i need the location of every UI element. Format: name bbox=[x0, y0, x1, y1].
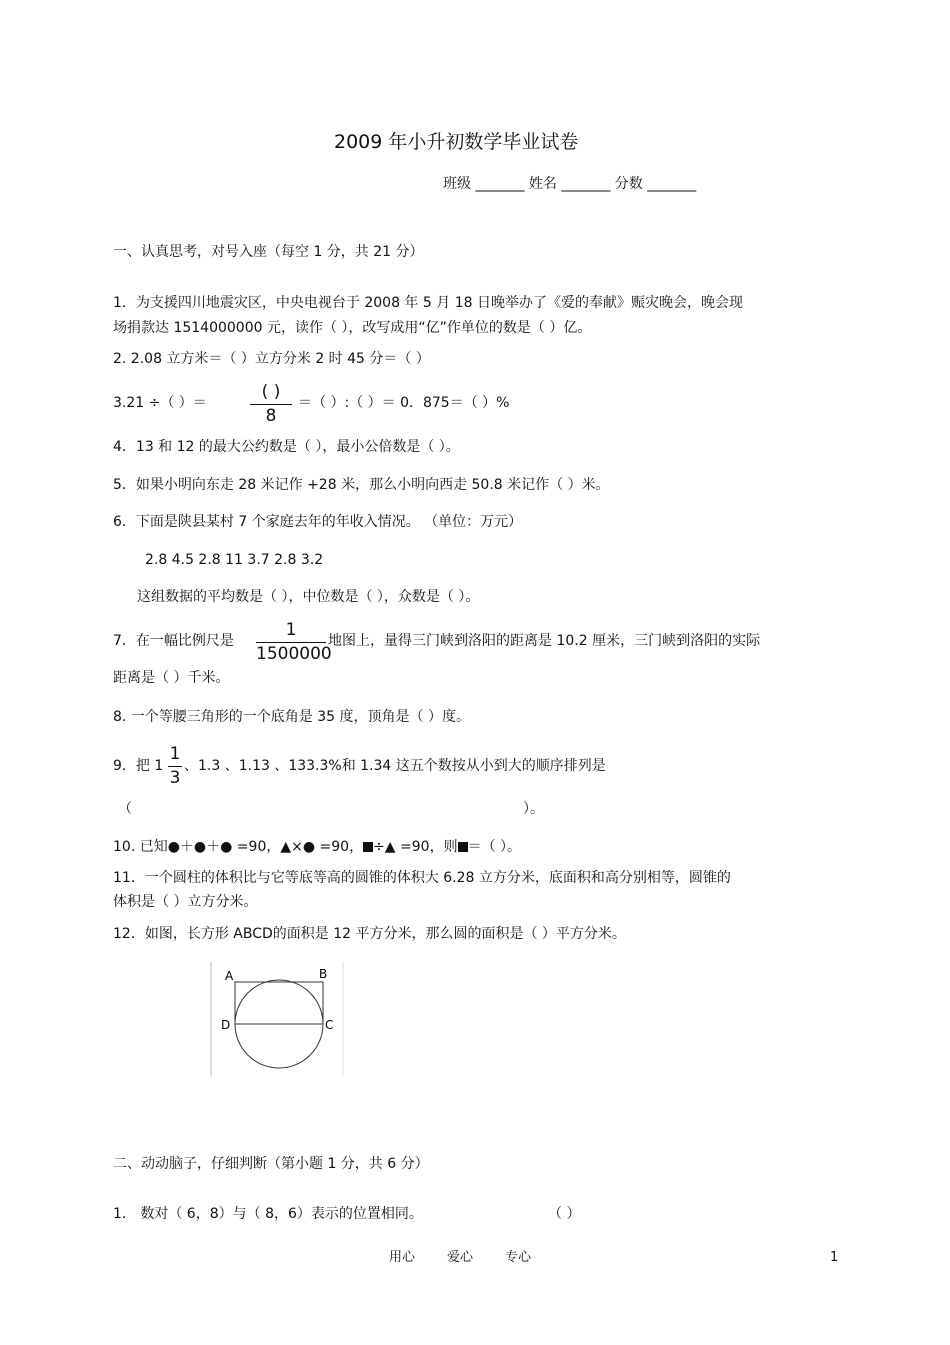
question-11-line1: 11．一个圆柱的体积比与它等底等高的圆锥的体积大 6.28 立方分米，底面积和高分别相等，圆锥的 bbox=[113, 870, 731, 886]
question-9-close-paren: ）。 bbox=[523, 801, 544, 817]
fraction-bar bbox=[250, 404, 292, 405]
question-7-fraction bbox=[256, 620, 332, 664]
question-8: 8. 一个等腰三角形的一个底角是 35 度，顶角是（ ）度。 bbox=[113, 709, 470, 725]
fraction-bar bbox=[168, 766, 182, 767]
question-7-line2: 距离是（ ）千米。 bbox=[113, 670, 230, 686]
question-7-prefix: 7．在一幅比例尺是 bbox=[113, 633, 234, 649]
fraction-denominator: 1500000 bbox=[256, 644, 332, 664]
fraction-denominator: 8 bbox=[265, 406, 277, 426]
section2-question-1: 1． 数对（ 6，8）与（ 8，6）表示的位置相同。 bbox=[113, 1206, 423, 1222]
student-info-line: 班级 _______ 姓名 _______ 分数 _______ bbox=[443, 176, 697, 192]
question-5: 5．如果小明向东走 28 米记作 +28 米，那么小明向西走 50.8 米记作（ ）米。 bbox=[113, 477, 610, 493]
label-c: C bbox=[325, 1018, 334, 1032]
question-7-suffix: 地图上，量得三门峡到洛阳的距离是 10.2 厘米，三门峡到洛阳的实际 bbox=[328, 633, 761, 649]
footer-text-3: 专心 bbox=[505, 1250, 532, 1265]
question-9-open-paren: （ bbox=[118, 801, 132, 817]
fraction-numerator: ( ) bbox=[261, 382, 281, 402]
fraction-numerator: 1 bbox=[285, 620, 297, 640]
question-6-data: 2.8 4.5 2.8 11 3.7 2.8 3.2 bbox=[145, 552, 324, 568]
page-title: 2009 年小升初数学毕业试卷 bbox=[334, 131, 579, 153]
question-3-fraction bbox=[250, 384, 292, 425]
question-10-part-a: 10. 已知●＋●＋● =90，▲×● =90， bbox=[113, 839, 364, 855]
fraction-numerator: 1 bbox=[169, 744, 181, 764]
rectangle-abcd bbox=[235, 982, 323, 1024]
black-square-icon bbox=[363, 842, 373, 852]
black-square-icon bbox=[458, 842, 468, 852]
fraction-bar bbox=[256, 642, 326, 643]
footer-text-2: 爱心 bbox=[447, 1250, 474, 1265]
question-3-suffix: ＝（ ）:（ ）＝ 0．875＝（ ）% bbox=[298, 395, 510, 411]
section2-question-1-answer-paren: （ ） bbox=[548, 1206, 581, 1222]
rectangle-circle-figure bbox=[210, 962, 345, 1077]
question-9-prefix: 9．把 1 bbox=[113, 758, 164, 774]
question-10-part-b: ÷▲ =90，则 bbox=[373, 839, 458, 855]
question-6: 6．下面是陕县某村 7 个家庭去年的年收入情况。 （单位：万元） bbox=[113, 514, 523, 530]
question-4: 4．13 和 12 的最大公约数是（ ），最小公倍数是（ ）。 bbox=[113, 439, 460, 455]
question-6-ask: 这组数据的平均数是（ ），中位数是（ ），众数是（ ）。 bbox=[137, 589, 480, 605]
fraction-denominator: 3 bbox=[169, 768, 181, 788]
label-d: D bbox=[221, 1018, 231, 1032]
question-10 bbox=[113, 840, 521, 854]
label-b: B bbox=[319, 967, 328, 981]
section2-heading: 二、动动脑子，仔细判断（第小题 1 分，共 6 分） bbox=[113, 1156, 429, 1172]
question-10-part-c: ＝（ ）。 bbox=[467, 839, 522, 855]
question-12: 12．如图，长方形 ABCD的面积是 12 平方分米，那么圆的面积是（ ）平方分米。 bbox=[113, 926, 626, 942]
question-11-line2: 体积是（ ）立方分米。 bbox=[113, 894, 258, 910]
question-3-prefix: 3.21 ÷（ ）＝ bbox=[113, 395, 207, 411]
section1-heading: 一、认真思考，对号入座（每空 1 分，共 21 分） bbox=[113, 244, 424, 260]
question-1-line1: 1．为支援四川地震灾区，中央电视台于 2008 年 5 月 18 日晚举办了《爱的奉献》赈灾晚会，晚会现 bbox=[113, 295, 743, 311]
footer-text-1: 用心 bbox=[389, 1250, 416, 1265]
page-number: 1 bbox=[830, 1250, 839, 1265]
label-a: A bbox=[225, 969, 234, 983]
question-9-suffix: 、1.3 、1.13 、133.3%和 1.34 这五个数按从小到大的顺序排列是 bbox=[184, 758, 606, 774]
question-9-fraction bbox=[168, 746, 182, 787]
question-2: 2. 2.08 立方米＝（ ）立方分米 2 时 45 分＝（ ） bbox=[113, 351, 430, 367]
question-1-line2: 场捐款达 1514000000 元，读作（ ），改写成用“亿”作单位的数是（ ）亿。 bbox=[113, 320, 592, 336]
